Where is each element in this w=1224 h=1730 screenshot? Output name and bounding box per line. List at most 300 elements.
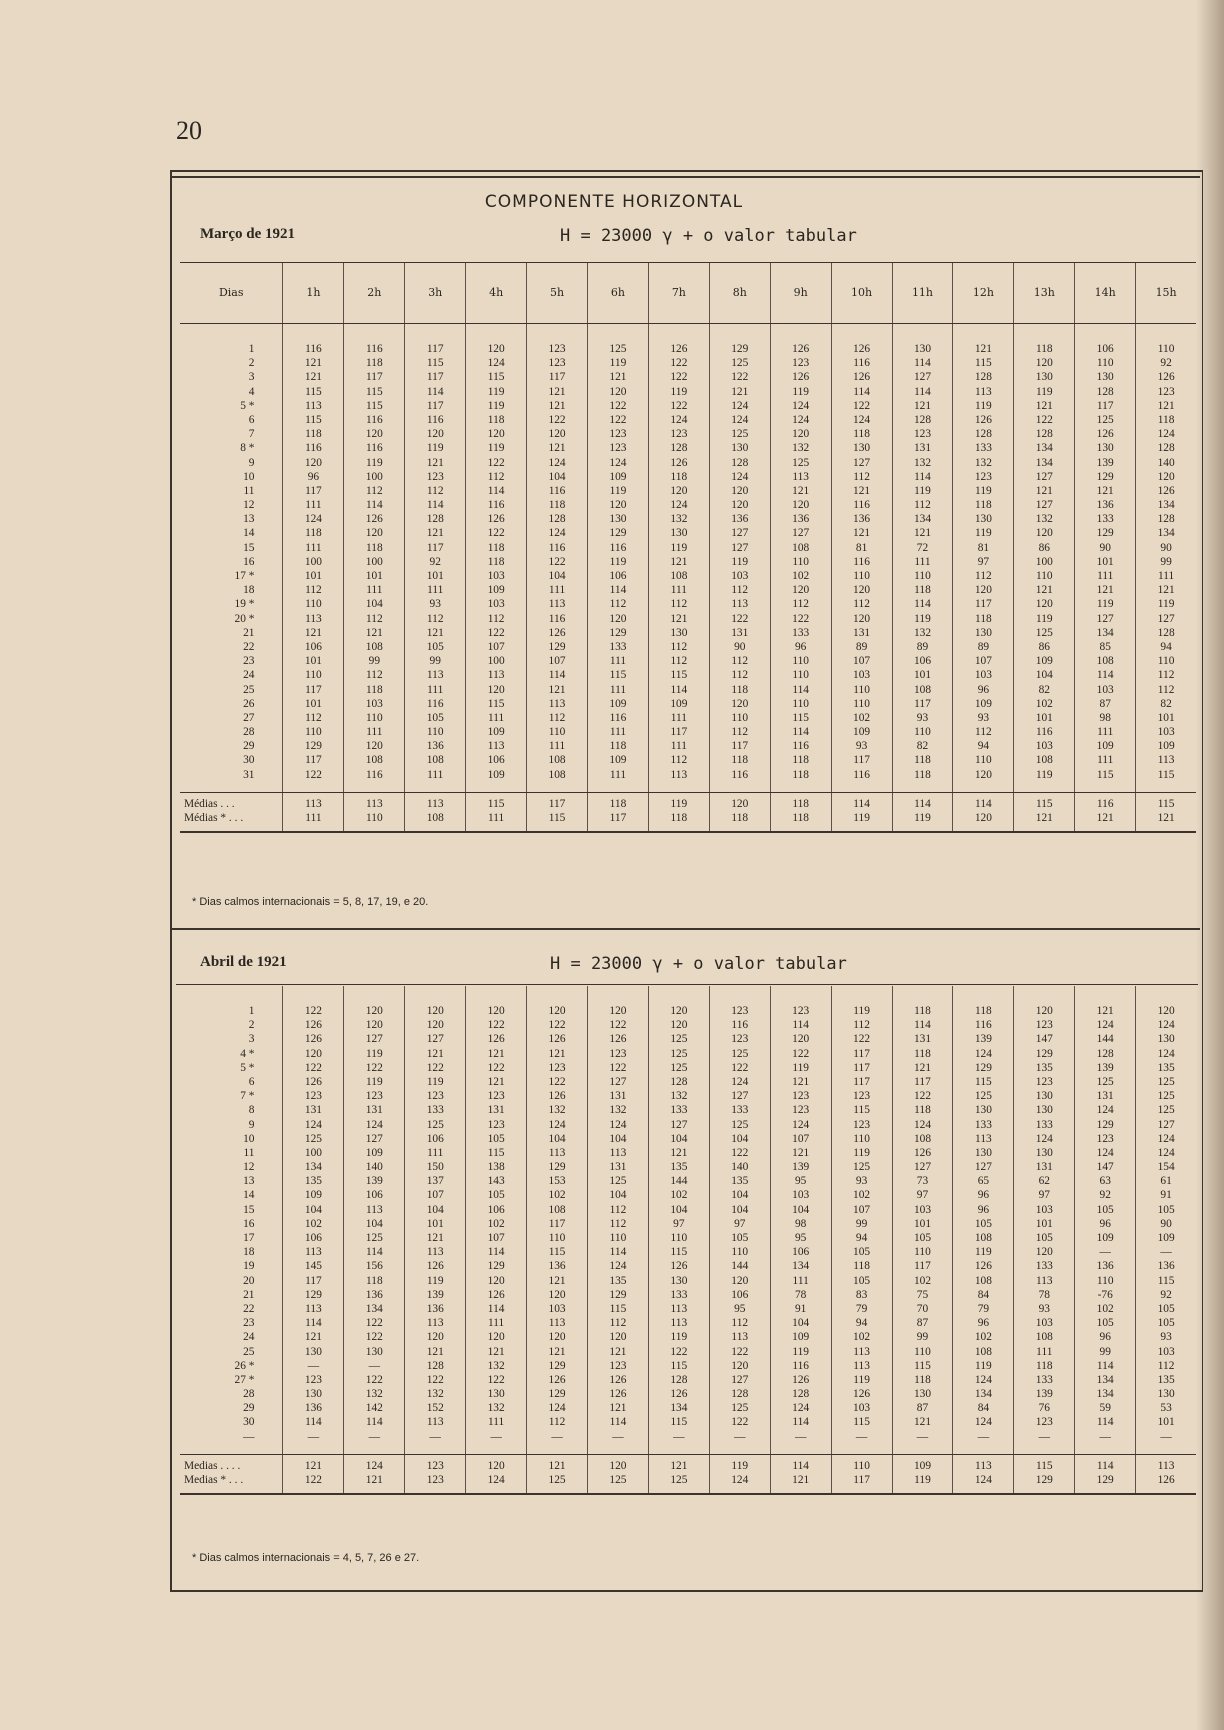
value-cell: 136 <box>426 1302 444 1315</box>
value-cell: 125 <box>731 1402 749 1415</box>
value-cell: 123 <box>913 428 932 441</box>
value-cell: 115 <box>853 1104 870 1117</box>
value-cell: 97 <box>673 1217 685 1230</box>
value-cell: 110 <box>548 726 566 739</box>
value-cell: 129 <box>1096 470 1114 483</box>
value-cell: 120 <box>487 1274 505 1287</box>
value-cell: 123 <box>426 470 444 483</box>
value-cell: 103 <box>1096 683 1114 696</box>
value-cell: 121 <box>609 1345 627 1358</box>
value-cell: 130 <box>1035 371 1053 384</box>
frame-double-line <box>170 176 1200 178</box>
value-cell: 90 <box>734 640 746 653</box>
value-cell: 104 <box>670 1203 688 1216</box>
value-cell: 108 <box>548 754 566 767</box>
value-cell: 87 <box>916 1317 929 1330</box>
value-cell: 128 <box>731 456 749 469</box>
average-column <box>282 793 343 831</box>
value-cell: 119 <box>853 1005 870 1017</box>
value-cell: 147 <box>1096 1161 1114 1174</box>
value-cell: 108 <box>426 754 444 767</box>
header-cell: 4h <box>465 263 526 323</box>
value-cell: 111 <box>427 768 444 781</box>
value-cell: 104 <box>731 1189 749 1202</box>
value-cell: 103 <box>974 669 992 682</box>
value-cell: 122 <box>487 626 505 639</box>
value-cell: 116 <box>365 768 383 781</box>
value-cell: 101 <box>304 570 322 582</box>
value-cell: 120 <box>365 740 383 753</box>
value-cell: 115 <box>670 1246 688 1259</box>
day-label: 5 * <box>240 1061 255 1074</box>
value-cell: 124 <box>304 1118 322 1131</box>
average-value: 121 <box>670 1459 688 1472</box>
value-cell: 108 <box>974 1274 992 1287</box>
value-cell: 63 <box>1099 1175 1111 1188</box>
value-cell: 112 <box>731 1317 749 1330</box>
value-cell: 118 <box>914 768 931 781</box>
value-cell: 118 <box>670 470 688 483</box>
value-cell: 109 <box>1096 740 1114 753</box>
value-cell: 110 <box>670 1232 688 1244</box>
value-cell: 127 <box>1157 1118 1175 1131</box>
value-cell: 119 <box>914 612 931 625</box>
value-cell: 112 <box>487 470 505 483</box>
value-cell: 104 <box>548 570 566 582</box>
hour-column <box>465 986 526 1454</box>
value-cell: 122 <box>304 1061 322 1074</box>
value-cell: 89 <box>977 640 990 653</box>
header-cell: 6h <box>587 263 648 323</box>
value-cell: 113 <box>731 1331 749 1344</box>
value-cell: — <box>1099 1246 1111 1259</box>
value-cell: 125 <box>609 343 627 355</box>
value-cell: 110 <box>792 669 809 682</box>
value-cell: 128 <box>1157 626 1175 639</box>
average-value: 119 <box>731 1459 749 1472</box>
value-cell: 120 <box>548 1005 566 1017</box>
value-cell: 123 <box>304 1373 322 1386</box>
value-cell: 129 <box>548 640 566 653</box>
value-cell: 129 <box>609 527 627 540</box>
value-cell: 109 <box>1157 1232 1175 1244</box>
value-cell: 119 <box>487 385 505 398</box>
day-label: 20 <box>243 1274 255 1287</box>
value-cell: 118 <box>487 541 505 554</box>
average-value: 110 <box>853 1459 870 1472</box>
day-label: 11 <box>243 1146 255 1159</box>
average-star-value: 125 <box>609 1474 627 1486</box>
value-cell: 120 <box>548 1288 566 1301</box>
value-cell: 101 <box>426 570 444 582</box>
average-column <box>587 793 648 831</box>
average-star-value: 119 <box>914 812 931 824</box>
april-body <box>180 986 1196 1454</box>
value-cell: 119 <box>792 385 809 398</box>
value-cell: 133 <box>731 1104 749 1117</box>
value-cell: 121 <box>548 1274 566 1287</box>
value-cell: 86 <box>1038 640 1050 653</box>
value-cell: 126 <box>487 513 505 526</box>
day-label: 1 <box>248 1005 255 1017</box>
value-cell: 136 <box>731 513 749 526</box>
average-star-value: 119 <box>853 812 870 824</box>
value-cell: 92 <box>1099 1189 1111 1202</box>
value-cell: 117 <box>426 399 444 412</box>
value-cell: 124 <box>1157 428 1175 441</box>
value-cell: 121 <box>792 1075 810 1088</box>
value-cell: 120 <box>853 584 871 597</box>
value-cell: 116 <box>548 612 566 625</box>
value-cell: 118 <box>914 1047 931 1060</box>
value-cell: 120 <box>731 1274 749 1287</box>
value-cell: 122 <box>487 456 505 469</box>
value-cell: 109 <box>365 1146 383 1159</box>
average-star-value: 121 <box>792 1474 810 1486</box>
value-cell: 110 <box>548 1232 566 1244</box>
value-cell: 121 <box>1096 484 1114 497</box>
value-cell: 108 <box>365 640 383 653</box>
value-cell: 93 <box>1038 1302 1050 1315</box>
value-cell: 116 <box>1035 726 1053 739</box>
value-cell: 129 <box>487 1260 505 1273</box>
average-value: 121 <box>304 1459 322 1472</box>
value-cell: 105 <box>1096 1203 1114 1216</box>
average-column <box>709 1455 770 1493</box>
value-cell: 133 <box>974 1118 992 1131</box>
value-cell: 124 <box>670 499 688 512</box>
value-cell: 131 <box>1096 1090 1114 1103</box>
value-cell: 109 <box>609 754 627 767</box>
value-cell: 113 <box>305 612 322 625</box>
value-cell: 104 <box>792 1317 810 1330</box>
value-cell: 98 <box>794 1217 807 1230</box>
value-cell: 135 <box>609 1274 627 1287</box>
value-cell: 105 <box>974 1217 992 1230</box>
value-cell: 111 <box>609 768 627 781</box>
value-cell: 131 <box>609 1161 627 1174</box>
value-cell: 122 <box>670 357 688 370</box>
value-cell: 104 <box>304 1203 322 1216</box>
value-cell: 127 <box>1157 612 1175 625</box>
value-cell: — <box>1099 1430 1111 1443</box>
value-cell: 126 <box>487 1033 505 1046</box>
value-cell: 102 <box>913 1274 932 1287</box>
value-cell: 124 <box>853 413 871 426</box>
value-cell: 156 <box>365 1260 383 1273</box>
value-cell: 130 <box>304 1388 322 1401</box>
value-cell: 70 <box>916 1302 929 1315</box>
value-cell: 101 <box>304 655 322 668</box>
value-cell: — <box>429 1430 441 1443</box>
average-column <box>1135 793 1196 831</box>
value-cell: 93 <box>916 711 929 724</box>
value-cell: 108 <box>913 1132 932 1145</box>
value-cell: 114 <box>365 1246 383 1259</box>
value-cell: 118 <box>731 754 749 767</box>
value-cell: 116 <box>853 768 870 781</box>
value-cell: 116 <box>853 555 870 568</box>
hour-column <box>343 986 404 1454</box>
april-formula: H = 23000 γ + o valor tabular <box>550 954 847 974</box>
value-cell: 116 <box>365 442 383 455</box>
value-cell: 114 <box>426 385 444 398</box>
header-cell: 9h <box>770 263 831 323</box>
value-cell: 103 <box>1157 1345 1175 1358</box>
value-cell: 124 <box>1096 1104 1114 1117</box>
value-cell: 59 <box>1099 1402 1111 1415</box>
value-cell: 129 <box>548 1359 566 1372</box>
value-cell: 107 <box>487 640 505 653</box>
value-cell: 116 <box>548 541 566 554</box>
value-cell: 120 <box>1035 357 1053 370</box>
average-star-value: 122 <box>304 1474 322 1486</box>
value-cell: 121 <box>913 1416 932 1429</box>
day-label: 14 <box>243 1189 255 1202</box>
value-cell: 131 <box>853 626 871 639</box>
value-cell: 112 <box>426 484 444 497</box>
day-label: 18 <box>243 1246 255 1259</box>
value-cell: 127 <box>913 1161 932 1174</box>
value-cell: 126 <box>304 1019 322 1032</box>
value-cell: 110 <box>792 697 809 710</box>
hour-column <box>648 986 709 1454</box>
value-cell: 123 <box>548 1061 566 1074</box>
value-cell: 110 <box>1096 1274 1114 1287</box>
day-label: — <box>243 1430 255 1443</box>
value-cell: 100 <box>304 1146 322 1159</box>
value-cell: 140 <box>731 1161 749 1174</box>
value-cell: 115 <box>853 1416 870 1429</box>
average-star-value: 124 <box>731 1474 749 1486</box>
value-cell: 124 <box>731 1075 749 1088</box>
value-cell: 134 <box>1157 499 1175 512</box>
value-cell: 96 <box>794 640 807 653</box>
value-cell: 123 <box>731 1005 749 1017</box>
average-star-value: 120 <box>974 812 992 824</box>
value-cell: 120 <box>792 584 810 597</box>
value-cell: 107 <box>853 655 871 668</box>
value-cell: 121 <box>487 1047 505 1060</box>
value-cell: 111 <box>427 683 444 696</box>
value-cell: 126 <box>1096 428 1114 441</box>
average-star-value: 125 <box>670 1474 688 1486</box>
value-cell: 145 <box>304 1260 322 1273</box>
value-cell: 115 <box>670 669 688 682</box>
day-label: 22 <box>243 1302 255 1315</box>
value-cell: 102 <box>974 1331 992 1344</box>
value-cell: 126 <box>853 371 871 384</box>
value-cell: — <box>368 1430 381 1443</box>
value-cell: 125 <box>670 1061 688 1074</box>
value-cell: 112 <box>1157 683 1175 696</box>
value-cell: — <box>1160 1246 1172 1259</box>
value-cell: 118 <box>792 754 809 767</box>
value-cell: 126 <box>548 1090 566 1103</box>
value-cell: 104 <box>731 1132 749 1145</box>
day-label: 8 * <box>240 442 255 455</box>
value-cell: 123 <box>487 1118 505 1131</box>
value-cell: 110 <box>914 1345 931 1358</box>
value-cell: 124 <box>365 1118 383 1131</box>
value-cell: 122 <box>913 1090 932 1103</box>
value-cell: 120 <box>670 1019 688 1032</box>
value-cell: 115 <box>305 413 322 426</box>
value-cell: 117 <box>853 1047 870 1060</box>
value-cell: 113 <box>1035 1274 1053 1287</box>
value-cell: 82 <box>916 740 929 753</box>
value-cell: 103 <box>487 570 505 582</box>
value-cell: 132 <box>974 456 992 469</box>
value-cell: 116 <box>365 413 383 426</box>
value-cell: 130 <box>974 1104 992 1117</box>
value-cell: 110 <box>731 1246 749 1259</box>
value-cell: 103 <box>1035 740 1053 753</box>
value-cell: 101 <box>365 570 383 582</box>
value-cell: 130 <box>1035 1090 1053 1103</box>
value-cell: 114 <box>914 598 931 611</box>
value-cell: 115 <box>365 399 383 412</box>
value-cell: 114 <box>487 484 505 497</box>
value-cell: — <box>916 1430 929 1443</box>
value-cell: 132 <box>1035 513 1053 526</box>
value-cell: 125 <box>670 1033 688 1046</box>
value-cell: 112 <box>731 584 749 597</box>
value-cell: 123 <box>548 343 566 355</box>
value-cell: 92 <box>429 555 441 568</box>
value-cell: 113 <box>365 1203 383 1216</box>
value-cell: 122 <box>487 1019 505 1032</box>
value-cell: 123 <box>1035 1075 1053 1088</box>
value-cell: 119 <box>487 442 505 455</box>
value-cell: 128 <box>548 513 566 526</box>
value-cell: 129 <box>304 1288 322 1301</box>
header-cell: 3h <box>404 263 465 323</box>
value-cell: 120 <box>426 1331 444 1344</box>
day-label: 7 * <box>240 1090 255 1103</box>
value-cell: 121 <box>304 371 322 384</box>
value-cell: 114 <box>426 499 444 512</box>
value-cell: 122 <box>731 371 749 384</box>
value-cell: 119 <box>609 484 627 497</box>
value-cell: 115 <box>975 357 992 370</box>
value-cell: 126 <box>792 371 810 384</box>
value-cell: 122 <box>731 1416 749 1429</box>
value-cell: 118 <box>1157 413 1175 426</box>
day-label: 27 * <box>234 1373 255 1386</box>
value-cell: 126 <box>548 1033 566 1046</box>
average-column <box>404 1455 465 1493</box>
value-cell: 126 <box>670 1388 688 1401</box>
averages-label: Médias . . . <box>184 797 235 810</box>
hour-column <box>1074 324 1135 792</box>
value-cell: 124 <box>731 399 749 412</box>
value-cell: 121 <box>487 1345 505 1358</box>
april-header-line <box>176 984 1198 985</box>
value-cell: 112 <box>365 669 383 682</box>
value-cell: 125 <box>731 1047 749 1060</box>
value-cell: 119 <box>670 541 688 554</box>
value-cell: 127 <box>365 1132 383 1145</box>
averages-label-column <box>180 793 282 831</box>
value-cell: 139 <box>974 1033 992 1046</box>
value-cell: 120 <box>548 1331 566 1344</box>
day-label: 30 <box>243 1416 255 1429</box>
value-cell: 117 <box>305 484 322 497</box>
hour-column <box>282 324 343 792</box>
value-cell: 113 <box>670 1302 688 1315</box>
averages-star-label: Médias * . . . <box>184 812 244 824</box>
value-cell: 102 <box>853 1189 871 1202</box>
day-label: 6 <box>248 1075 255 1088</box>
average-star-value: 118 <box>731 812 749 824</box>
hour-column <box>1013 986 1074 1454</box>
value-cell: 118 <box>487 413 505 426</box>
value-cell: 113 <box>670 1317 688 1330</box>
value-cell: 123 <box>609 428 627 441</box>
average-column <box>831 793 892 831</box>
value-cell: 116 <box>975 1019 992 1032</box>
value-cell: 123 <box>1096 1132 1114 1145</box>
value-cell: 132 <box>913 626 932 639</box>
value-cell: 121 <box>1096 1005 1114 1017</box>
average-value: 113 <box>305 797 322 810</box>
average-column <box>404 793 465 831</box>
value-cell: 139 <box>426 1288 444 1301</box>
value-cell: 96 <box>977 1189 990 1202</box>
value-cell: 118 <box>853 1260 870 1273</box>
value-cell: 121 <box>913 527 932 540</box>
value-cell: 117 <box>1096 399 1114 412</box>
average-value: 118 <box>792 797 809 810</box>
average-column <box>1135 1455 1196 1493</box>
value-cell: 116 <box>731 1019 749 1032</box>
value-cell: 102 <box>853 711 871 724</box>
value-cell: 120 <box>609 499 627 512</box>
value-cell: 116 <box>365 343 383 355</box>
value-cell: 122 <box>731 1345 749 1358</box>
value-cell: 97 <box>1038 1189 1050 1202</box>
value-cell: 134 <box>670 1402 688 1415</box>
header-cell: 11h <box>892 263 953 323</box>
value-cell: 114 <box>914 1019 931 1032</box>
value-cell: 124 <box>670 413 688 426</box>
value-cell: 119 <box>975 1359 992 1372</box>
value-cell: 113 <box>1157 754 1175 767</box>
value-cell: 110 <box>1035 570 1053 582</box>
value-cell: 116 <box>305 343 322 355</box>
value-cell: 139 <box>1096 1061 1114 1074</box>
value-cell: 121 <box>304 1331 322 1344</box>
average-column <box>831 1455 892 1493</box>
value-cell: 81 <box>855 541 868 554</box>
value-cell: 113 <box>548 1146 566 1159</box>
day-label: 26 * <box>234 1359 255 1372</box>
value-cell: 123 <box>974 470 992 483</box>
value-cell: 119 <box>426 1274 444 1287</box>
value-cell: 79 <box>855 1302 868 1315</box>
average-value: 115 <box>487 797 505 810</box>
hour-column <box>404 986 465 1454</box>
march-formula: H = 23000 γ + o valor tabular <box>560 226 857 246</box>
value-cell: 113 <box>792 470 809 483</box>
value-cell: 113 <box>487 669 505 682</box>
average-column <box>343 1455 404 1493</box>
value-cell: 93 <box>977 711 990 724</box>
value-cell: 129 <box>548 1161 566 1174</box>
average-column <box>648 793 709 831</box>
value-cell: 120 <box>365 1019 383 1032</box>
